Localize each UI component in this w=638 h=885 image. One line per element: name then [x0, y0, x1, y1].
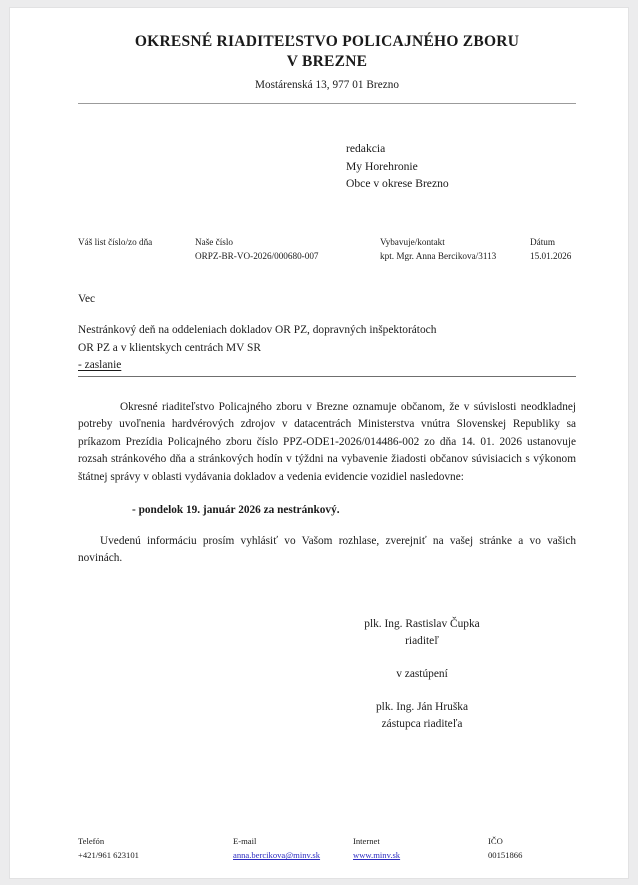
- organization-name-line-1: OKRESNÉ RIADITEĽSTVO POLICAJNÉHO ZBORU: [134, 33, 520, 50]
- subject-line-1: Nestránkový deň na oddeleniach dokladov OR PZ, dopravných inšpektorátoch: [78, 324, 437, 337]
- signature-spacer-2: [268, 683, 576, 699]
- ico-header: IČO: [488, 836, 503, 846]
- body-highlight-line: - pondelok 19. január 2026 za nestránkový.: [132, 503, 340, 516]
- footer-value-row: [78, 848, 576, 862]
- signatory-name-2: plk. Ing. Ján Hruška: [375, 701, 469, 714]
- reference-header-row: [78, 235, 576, 249]
- letterhead: [78, 8, 576, 104]
- addressee-line-2: My Horehronie: [346, 159, 418, 173]
- organization-name-line-2: V BREZNE: [286, 53, 368, 71]
- ico-value: 00151866: [488, 850, 523, 861]
- our-ref-header: Naše číslo: [195, 236, 234, 247]
- phone-header: Telefón: [78, 836, 105, 846]
- footer-block: [78, 834, 576, 862]
- your-ref-value: [78, 249, 195, 263]
- signature-block: [78, 616, 576, 734]
- document-page: [10, 8, 628, 878]
- reference-table: [78, 235, 576, 264]
- addressee-line-1: redakcia: [346, 141, 386, 155]
- website-link[interactable]: www.minv.sk: [353, 850, 401, 861]
- subject-line-3: - zaslanie: [78, 359, 122, 372]
- phone-value: +421/961 623101: [78, 850, 139, 861]
- organization-address: Mostárenská 13, 977 01 Brezno: [254, 78, 400, 91]
- email-header: E-mail: [233, 836, 257, 846]
- footer-header-row: [78, 834, 576, 848]
- addressee-line-3: Obce v okrese Brezno: [346, 177, 449, 191]
- signatory-name-1: plk. Ing. Rastislav Čupka: [364, 617, 480, 630]
- subject-block: [78, 322, 576, 374]
- header-divider: [78, 103, 576, 104]
- your-ref-header: Váš list číslo/zo dňa: [78, 236, 153, 247]
- reference-value-row: [78, 249, 576, 263]
- body-paragraph-2: Uvedenú informáciu prosím vyhlásiť vo Vašom rozhlase, zverejniť na vašej stránke a vo vašich novinách.: [78, 534, 576, 565]
- our-ref-value: ORPZ-BR-VO-2026/000680-007: [195, 250, 319, 261]
- signatory-title-2: zástupca riaditeľa: [381, 718, 463, 731]
- internet-header: Internet: [353, 836, 380, 846]
- footer-table: [78, 834, 576, 862]
- subject-divider: [78, 376, 576, 377]
- subject-line-2: OR PZ a v klientskych centrách MV SR: [78, 341, 261, 354]
- signature-spacer-1: [268, 650, 576, 666]
- addressee-block: [346, 140, 576, 193]
- body-paragraph-1: Okresné riaditeľstvo Policajného zboru v Brezne oznamuje občanom, že v súvislosti neodkladnej potreby uvoľnenia hardvérových zdrojov v datacentrách Ministerstva vnútra Slovenskej Republiky sa príkazom Prezídia Policajného zboru číslo PPZ-ODE1-2026/014486-002 zo dňa 14. 01. 2026 ustanovuje rozsah stránkového dňa a stránkových hodín v týždni na vybavenie žiadosti občanov súvisiacich s výkonom štátnej správy v oblasti vydávania dokladov a vedenia evidencie vozidiel nasledovne:: [78, 400, 576, 483]
- email-link[interactable]: anna.bercikova@minv.sk: [233, 850, 321, 861]
- date-header: Dátum: [530, 236, 556, 247]
- date-value: 15.01.2026: [530, 250, 572, 261]
- page-content-area: [78, 8, 576, 878]
- in-representation-label: v zastúpení: [396, 668, 448, 681]
- handled-by-value: kpt. Mgr. Anna Bercikova/3113: [380, 250, 497, 261]
- handled-by-header: Vybavuje/kontakt: [380, 236, 445, 247]
- subject-label: Vec: [78, 293, 96, 306]
- signatory-title-1: riaditeľ: [405, 634, 439, 647]
